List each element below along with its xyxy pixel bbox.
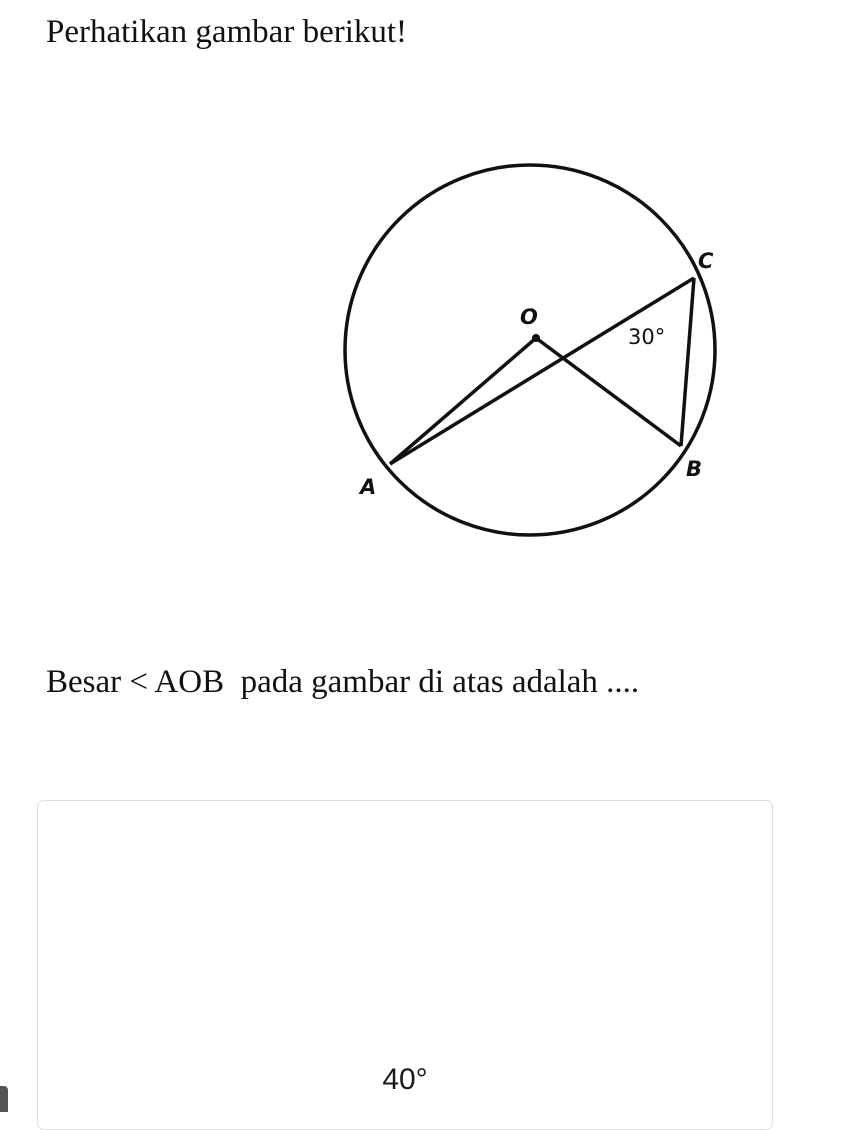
label-c: C	[698, 249, 714, 273]
circle-figure	[300, 140, 760, 560]
label-o: O	[520, 305, 538, 329]
radius-oa	[390, 338, 536, 464]
answer-option-card[interactable]	[37, 800, 773, 1130]
label-a: A	[360, 475, 377, 499]
radius-ob	[536, 338, 681, 446]
angle-c-label: 30°	[628, 325, 666, 349]
side-drawer-handle[interactable]	[0, 1086, 8, 1112]
question-intro: Perhatikan gambar berikut!	[46, 14, 408, 50]
question-text: Besar < AOB pada gambar di atas adalah ....	[46, 664, 640, 700]
circle-outline	[345, 165, 715, 535]
circle-diagram	[300, 140, 760, 560]
chord-cb	[681, 278, 694, 446]
center-point-o	[532, 334, 540, 342]
chord-ac	[390, 278, 694, 464]
answer-option-text: 40°	[382, 1063, 428, 1096]
label-b: B	[686, 457, 703, 481]
